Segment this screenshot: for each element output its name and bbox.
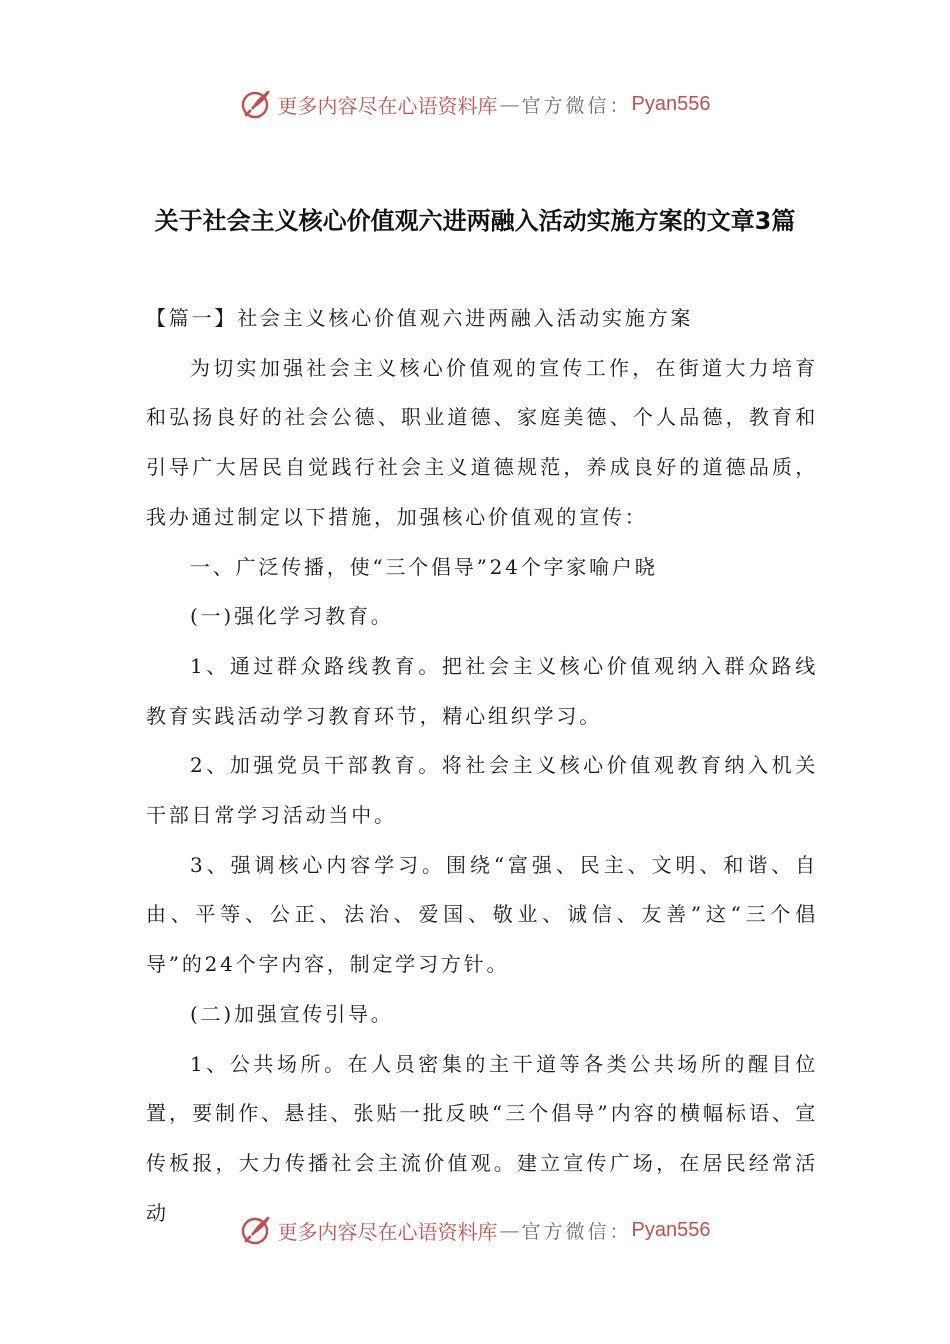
watermark-banner-top bbox=[0, 84, 950, 124]
paragraph-intro: 为切实加强社会主义核心价值观的宣传工作，在街道大力培育和弘扬良好的社会公德、职业道德、家庭美德、个人品德，教育和引导广大居民自觉践行社会主义道德规范，养成良好的道德品质，我办通过制定以下措施，加强核心价值观的宣传： bbox=[146, 355, 818, 529]
quill-logo-icon bbox=[240, 1213, 274, 1247]
watermark-banner-bottom bbox=[0, 1210, 950, 1250]
document-title: 关于社会主义核心价值观六进两融入活动实施方案的文章3篇 bbox=[154, 207, 796, 235]
watermark-wechat-id: Pyan556 bbox=[631, 1218, 711, 1241]
section-heading: 【篇一】社会主义核心价值观六进两融入活动实施方案 bbox=[146, 306, 694, 330]
watermark-separator: — bbox=[499, 1218, 520, 1242]
watermark-brand: 更多内容尽在心语资料库 bbox=[277, 93, 498, 118]
watermark-brand: 更多内容尽在心语资料库 bbox=[277, 1219, 498, 1244]
quill-logo-icon bbox=[240, 87, 274, 121]
paragraph-item-1: 1、通过群众路线教育。把社会主义核心价值观纳入群众路线教育实践活动学习教育环节，精心组织学习。 bbox=[146, 653, 818, 728]
paragraph-heading-1: 一、广泛传播，使“三个倡导”24个字家喻户晓 bbox=[190, 554, 658, 579]
paragraph-item-2: 2、加强党员干部教育。将社会主义核心价值观教育纳入机关干部日常学习活动当中。 bbox=[146, 753, 818, 828]
paragraph-subheading-1: (一)强化学习教育。 bbox=[190, 604, 394, 629]
watermark-wechat-label: 官方微信： bbox=[521, 1220, 632, 1243]
paragraph-item-4: 1、公共场所。在人员密集的主干道等各类公共场所的醒目位置，要制作、悬挂、张贴一批反映“三个倡导”内容的横幅标语、宣传板报，大力传播社会主流价值观。建立宣传广场，在居民经常活动 bbox=[146, 1051, 818, 1225]
paragraph-subheading-2: (二)加强宣传引导。 bbox=[190, 1001, 394, 1026]
document-body bbox=[146, 294, 818, 1238]
paragraph-item-3: 3、强调核心内容学习。围绕“富强、民主、文明、和谐、自由、平等、公正、法治、爱国、敬业、诚信、友善”这“三个倡导”的24个字内容，制定学习方针。 bbox=[146, 852, 818, 977]
watermark-wechat-label: 官方微信： bbox=[521, 94, 632, 117]
watermark-wechat-id: Pyan556 bbox=[631, 92, 711, 115]
watermark-separator: — bbox=[499, 92, 520, 116]
